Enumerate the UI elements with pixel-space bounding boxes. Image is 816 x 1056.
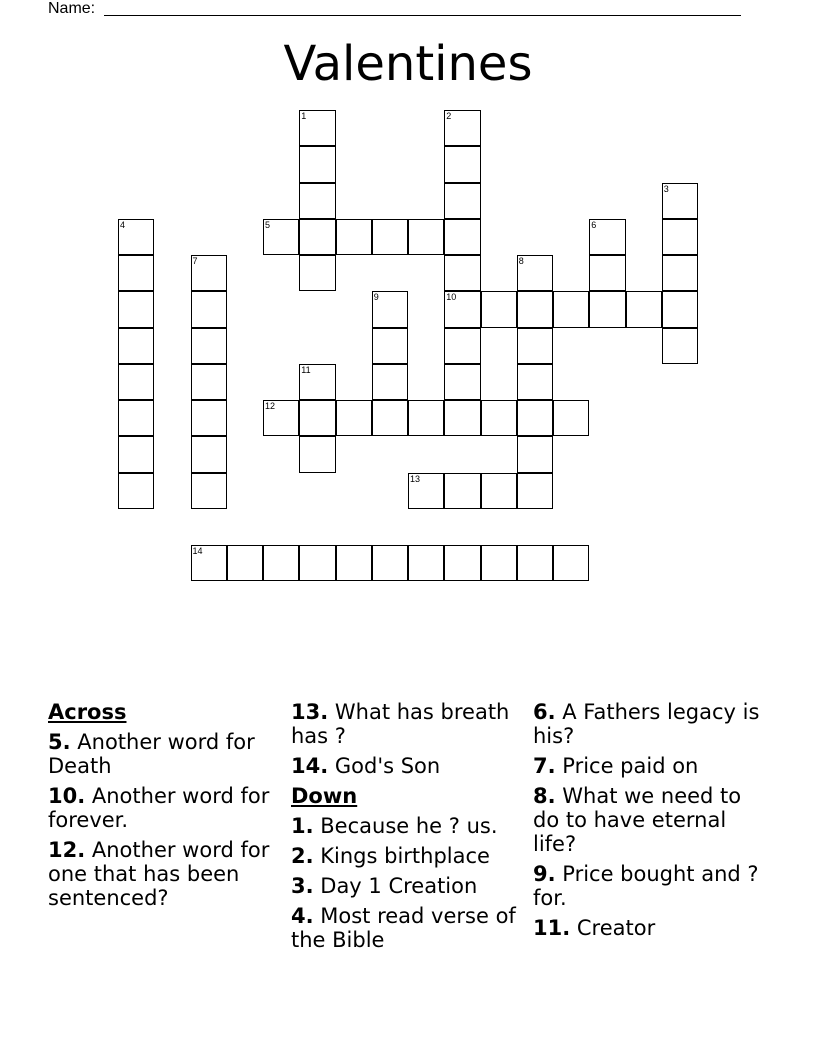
grid-cell[interactable]	[444, 146, 480, 182]
grid-cell[interactable]	[553, 400, 589, 436]
clue-item-number: 10.	[48, 784, 86, 808]
grid-cell[interactable]	[118, 473, 154, 509]
grid-cell[interactable]	[191, 400, 227, 436]
grid-cell[interactable]	[299, 400, 335, 436]
clue-number: 9	[373, 292, 379, 303]
grid-cell[interactable]	[118, 255, 154, 291]
clue-item-number: 4.	[291, 904, 314, 928]
page-title: Valentines	[283, 36, 533, 92]
grid-cell[interactable]	[589, 219, 625, 255]
grid-cell[interactable]	[626, 291, 662, 327]
clue-item	[533, 754, 773, 778]
clue-number: 1	[301, 111, 307, 121]
clue-item	[533, 862, 773, 910]
clue-item-number: 3.	[291, 874, 314, 898]
grid-cell[interactable]	[517, 328, 553, 364]
grid-cell[interactable]	[227, 545, 263, 581]
grid-cell[interactable]	[408, 473, 444, 509]
clue-item-text: Creator	[570, 916, 656, 940]
clue-number: 12	[265, 401, 276, 411]
clue-number: 5	[265, 219, 271, 230]
clue-item	[291, 754, 516, 778]
clue-item-text: Another word for forever.	[48, 784, 270, 832]
clue-number: 3	[663, 183, 669, 194]
grid-cell[interactable]	[662, 328, 698, 364]
grid-cell[interactable]	[336, 545, 372, 581]
grid-cell[interactable]	[372, 328, 408, 364]
grid-cell[interactable]	[191, 291, 227, 327]
grid-cell[interactable]	[191, 255, 227, 291]
grid-cell[interactable]	[118, 436, 154, 472]
clue-item-number: 9.	[533, 862, 556, 886]
grid-cell[interactable]	[481, 545, 517, 581]
grid-cell[interactable]	[517, 400, 553, 436]
clue-item-number: 7.	[533, 754, 556, 778]
grid-cell[interactable]	[444, 473, 480, 509]
clue-item	[291, 814, 516, 838]
grid-cell[interactable]	[372, 364, 408, 400]
clue-item-number: 8.	[533, 784, 556, 808]
clue-item-number: 6.	[533, 700, 556, 724]
clue-column-1	[48, 700, 273, 916]
grid-cell[interactable]	[553, 291, 589, 327]
clue-item-text: Another word for one that has been sentenced?	[48, 838, 270, 910]
grid-cell[interactable]	[444, 291, 480, 327]
grid-cell[interactable]	[191, 545, 227, 581]
grid-cell[interactable]	[589, 255, 625, 291]
grid-cell[interactable]	[408, 545, 444, 581]
grid-cell[interactable]	[444, 545, 480, 581]
grid-cell[interactable]	[408, 219, 444, 255]
grid-cell[interactable]	[191, 473, 227, 509]
clue-section-heading: Down	[291, 784, 358, 808]
clue-item	[291, 700, 516, 748]
grid-cell[interactable]	[299, 146, 335, 182]
clue-item	[48, 784, 273, 832]
grid-cell[interactable]	[662, 183, 698, 219]
grid-cell[interactable]	[517, 545, 553, 581]
grid-cell[interactable]	[299, 183, 335, 219]
clue-item-text: A Fathers legacy is his?	[533, 700, 760, 748]
clue-number: 6	[591, 219, 597, 230]
clue-number: 4	[120, 219, 126, 230]
clue-item-number: 14.	[291, 754, 329, 778]
grid-cell[interactable]	[553, 545, 589, 581]
clue-item	[291, 844, 516, 868]
grid-cell[interactable]	[118, 219, 154, 255]
grid-cell[interactable]	[372, 291, 408, 327]
clue-item-text: Most read verse of the Bible	[291, 904, 516, 952]
clue-item	[48, 730, 273, 778]
clue-item	[533, 784, 773, 856]
grid-cell[interactable]	[263, 219, 299, 255]
grid-cell[interactable]	[118, 400, 154, 436]
grid-cell[interactable]	[444, 328, 480, 364]
grid-cell[interactable]	[444, 219, 480, 255]
grid-cell[interactable]	[299, 219, 335, 255]
clue-item	[291, 904, 516, 952]
clue-item-number: 2.	[291, 844, 314, 868]
clue-column-2	[291, 700, 516, 958]
grid-cell[interactable]	[481, 291, 517, 327]
clue-item-text: God's Son	[328, 754, 441, 778]
clue-item-number: 5.	[48, 730, 71, 754]
grid-cell[interactable]	[372, 545, 408, 581]
clue-number: 14	[192, 546, 203, 556]
clue-item-text: What we need to do to have eternal life?	[533, 784, 742, 856]
grid-cell[interactable]	[118, 328, 154, 364]
grid-cell[interactable]	[517, 436, 553, 472]
grid-cell[interactable]	[662, 291, 698, 327]
grid-cell[interactable]	[118, 364, 154, 400]
grid-cell[interactable]	[263, 400, 299, 436]
name-label: Name:	[48, 0, 96, 17]
clue-number: 10	[446, 292, 457, 303]
grid-cell[interactable]	[372, 219, 408, 255]
clue-number: 13	[410, 473, 421, 484]
grid-cell[interactable]	[517, 364, 553, 400]
grid-cell[interactable]	[299, 436, 335, 472]
clue-item-number: 12.	[48, 838, 86, 862]
grid-cell[interactable]	[408, 400, 444, 436]
grid-cell[interactable]	[517, 473, 553, 509]
clue-item-text: Kings birthplace	[313, 844, 490, 868]
clue-item-number: 1.	[291, 814, 314, 838]
grid-cell[interactable]	[299, 545, 335, 581]
grid-cell[interactable]	[662, 219, 698, 255]
grid-cell[interactable]	[517, 291, 553, 327]
clue-column-3	[533, 700, 773, 946]
grid-cell[interactable]	[191, 328, 227, 364]
grid-cell[interactable]	[299, 364, 335, 400]
grid-cell[interactable]	[481, 400, 517, 436]
grid-cell[interactable]	[118, 291, 154, 327]
clue-item	[533, 700, 773, 748]
grid-cell[interactable]	[444, 400, 480, 436]
grid-cell[interactable]	[263, 545, 299, 581]
clue-item-text: Another word for Death	[48, 730, 255, 778]
clue-item-text: Because he ? us.	[313, 814, 498, 838]
grid-cell[interactable]	[299, 255, 335, 291]
clue-item-text: Price bought and ? for.	[533, 862, 759, 910]
clue-section-heading: Across	[48, 700, 127, 724]
clue-item-number: 11.	[533, 916, 571, 940]
clue-item	[291, 874, 516, 898]
grid-cell[interactable]	[372, 400, 408, 436]
grid-cell[interactable]	[444, 183, 480, 219]
clue-item-text: What has breath has ?	[291, 700, 510, 748]
grid-cell[interactable]	[481, 473, 517, 509]
clue-item-number: 13.	[291, 700, 329, 724]
grid-cell[interactable]	[589, 291, 625, 327]
clue-item	[533, 916, 773, 940]
clue-number: 11	[301, 364, 311, 375]
grid-cell[interactable]	[336, 219, 372, 255]
grid-cell[interactable]	[191, 364, 227, 400]
clue-number: 8	[518, 256, 524, 266]
grid-cell[interactable]	[336, 400, 372, 436]
clue-item-text: Day 1 Creation	[313, 874, 478, 898]
clue-number: 7	[192, 256, 198, 266]
clue-item	[48, 838, 273, 910]
grid-cell[interactable]	[299, 110, 335, 146]
grid-cell[interactable]	[662, 255, 698, 291]
grid-cell[interactable]	[444, 110, 480, 146]
grid-cell[interactable]	[191, 436, 227, 472]
grid-cell[interactable]	[444, 364, 480, 400]
grid-cell[interactable]	[444, 255, 480, 291]
grid-cell[interactable]	[517, 255, 553, 291]
clue-item-text: Price paid on	[555, 754, 699, 778]
clue-number: 2	[446, 111, 452, 121]
